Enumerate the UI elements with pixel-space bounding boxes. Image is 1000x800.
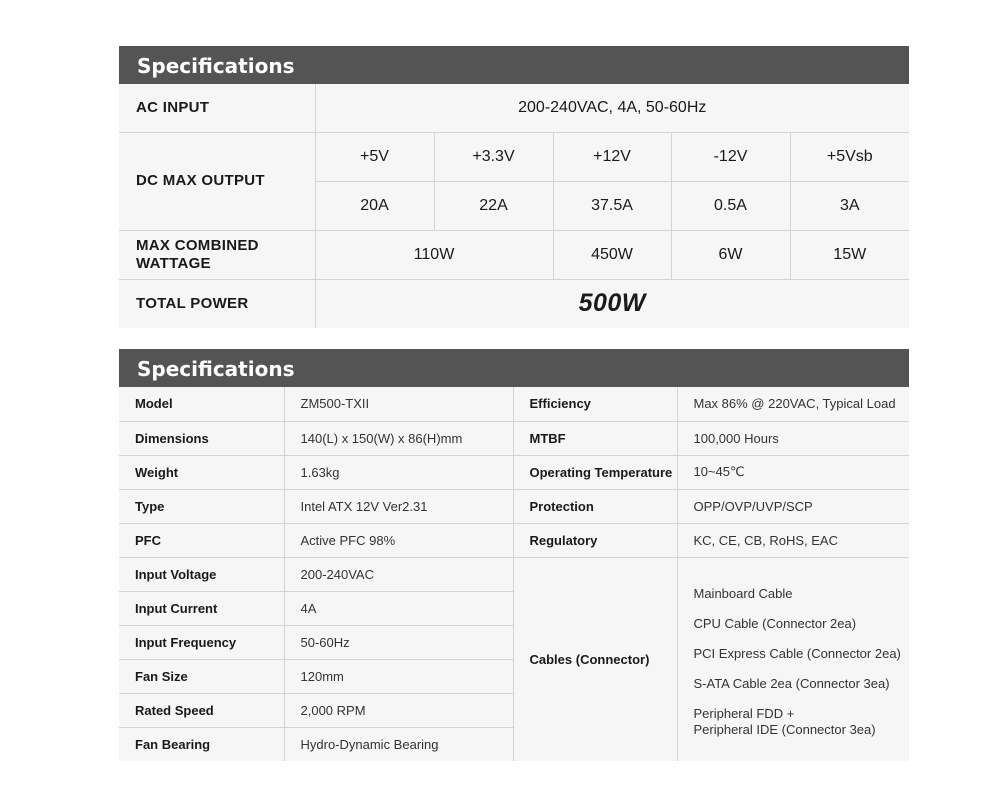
power-spec-panel [119, 46, 909, 328]
rail-label: -12V [671, 132, 790, 181]
spec-value: 10~45℃ [677, 455, 909, 489]
spec-value: 50-60Hz [284, 625, 513, 659]
spec-key: Regulatory [513, 523, 677, 557]
combined-wattage-value: 110W [315, 230, 553, 279]
rail-amps: 0.5A [671, 181, 790, 230]
combined-wattage-value: 6W [671, 230, 790, 279]
spec-key: Model [119, 387, 284, 421]
power-spec-header: Specifications [119, 46, 909, 84]
spec-key: MTBF [513, 421, 677, 455]
rail-label: +3.3V [434, 132, 553, 181]
cables-list [677, 557, 909, 761]
ac-input-value: 200-240VAC, 4A, 50-60Hz [315, 84, 909, 132]
spec-row [119, 455, 909, 489]
spec-key: PFC [119, 523, 284, 557]
rail-amps: 37.5A [553, 181, 671, 230]
spec-key: Type [119, 489, 284, 523]
spec-value: Hydro-Dynamic Bearing [284, 727, 513, 761]
spec-value: 2,000 RPM [284, 693, 513, 727]
spec-value: 120mm [284, 659, 513, 693]
spec-row [119, 523, 909, 557]
rail-label: +12V [553, 132, 671, 181]
spec-row [119, 421, 909, 455]
ac-input-label: AC INPUT [119, 84, 315, 132]
combined-wattage-value: 450W [553, 230, 671, 279]
general-spec-table [119, 387, 909, 761]
spec-row [119, 557, 909, 591]
power-spec-table [119, 84, 909, 328]
spec-key: Fan Size [119, 659, 284, 693]
spec-value: Max 86% @ 220VAC, Typical Load [677, 387, 909, 421]
general-spec-panel [119, 349, 909, 761]
cable-item-peripheral [694, 706, 910, 738]
rail-amps: 20A [315, 181, 434, 230]
spec-key: Protection [513, 489, 677, 523]
spec-value: 100,000 Hours [677, 421, 909, 455]
spec-key: Rated Speed [119, 693, 284, 727]
spec-value: 140(L) x 150(W) x 86(H)mm [284, 421, 513, 455]
spec-key: Input Voltage [119, 557, 284, 591]
spec-key: Input Frequency [119, 625, 284, 659]
combined-label-line2: WATTAGE [136, 254, 211, 272]
total-power-row [119, 279, 909, 328]
spec-value: KC, CE, CB, RoHS, EAC [677, 523, 909, 557]
cable-item: Mainboard Cable [693, 586, 793, 602]
spec-key: Dimensions [119, 421, 284, 455]
spec-value: Intel ATX 12V Ver2.31 [284, 489, 513, 523]
combined-wattage-value: 15W [790, 230, 909, 279]
total-power-label: TOTAL POWER [119, 279, 315, 328]
dc-output-label: DC MAX OUTPUT [119, 132, 315, 230]
spec-key: Fan Bearing [119, 727, 284, 761]
rail-amps: 22A [434, 181, 553, 230]
rail-label: +5Vsb [790, 132, 909, 181]
cables-label: Cables (Connector) [513, 557, 677, 761]
combined-wattage-label [119, 230, 315, 279]
cable-item: CPU Cable (Connector 2ea) [693, 616, 857, 632]
general-spec-header: Specifications [119, 349, 909, 387]
spec-key: Efficiency [513, 387, 677, 421]
spec-value: 200-240VAC [284, 557, 513, 591]
cable-peripheral-line1: Peripheral FDD + [693, 706, 795, 722]
spec-key: Operating Temperature [513, 455, 677, 489]
spec-row [119, 387, 909, 421]
spec-value: Active PFC 98% [284, 523, 513, 557]
cable-item: PCI Express Cable (Connector 2ea) [693, 646, 901, 662]
spec-value: OPP/OVP/UVP/SCP [677, 489, 909, 523]
spec-value: 4A [284, 591, 513, 625]
spec-value: ZM500-TXII [284, 387, 513, 421]
spec-row [119, 489, 909, 523]
cable-peripheral-line2: Peripheral IDE (Connector 3ea) [693, 722, 876, 738]
spec-key: Input Current [119, 591, 284, 625]
spec-value: 1.63kg [284, 455, 513, 489]
combined-wattage-row [119, 230, 909, 279]
dc-rail-row [119, 132, 909, 181]
cable-item: S-ATA Cable 2ea (Connector 3ea) [693, 676, 890, 692]
rail-label: +5V [315, 132, 434, 181]
total-power-value: 500W [315, 279, 909, 328]
ac-input-row [119, 84, 909, 132]
rail-amps: 3A [790, 181, 909, 230]
spec-key: Weight [119, 455, 284, 489]
combined-label-line1: MAX COMBINED [136, 236, 259, 254]
